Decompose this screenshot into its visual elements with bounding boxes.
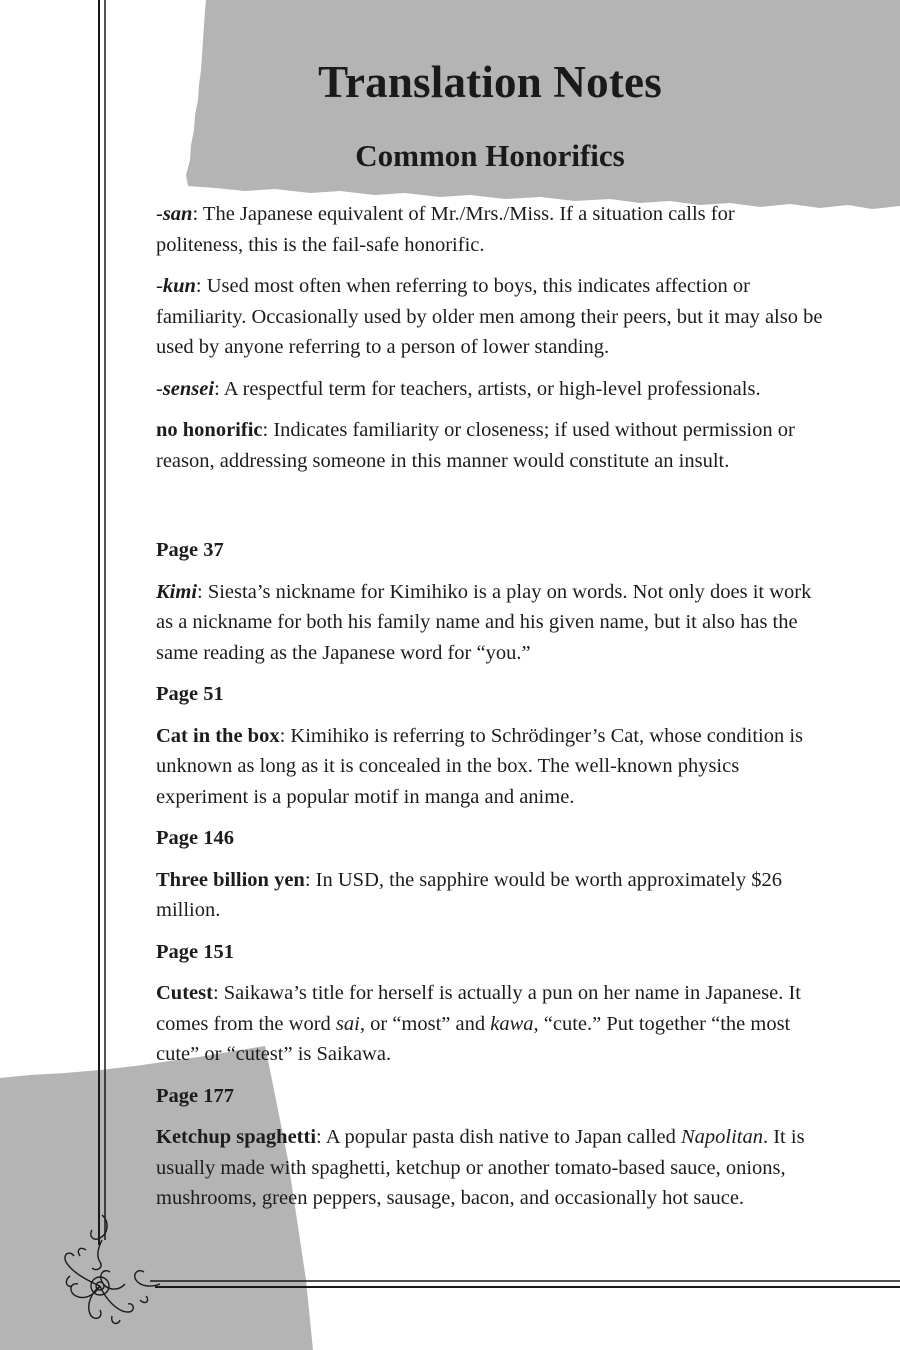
note-entry-cat-in-the-box	[156, 721, 826, 813]
honorific-definition: : The Japanese equivalent of Mr./Mrs./Miss. If a situation calls for politeness, this is the fail-safe honorific.	[156, 203, 735, 256]
note-italic-word: kawa	[490, 1012, 534, 1035]
note-entry-three-billion-yen	[156, 865, 826, 926]
honorific-term: sensei	[162, 377, 215, 400]
honorific-prefix: -	[156, 275, 163, 297]
note-term: Kimi	[156, 580, 198, 603]
note-term: Three billion yen	[156, 868, 305, 891]
note-text: , or “most” and	[359, 1012, 491, 1035]
note-entry-kimi	[156, 577, 826, 669]
honorific-entry-sensei	[156, 374, 826, 405]
section-title-honorifics: Common Honorifics	[355, 138, 625, 173]
honorific-definition: : Used most often when referring to boys, this indicates affection or familiarity. Occasionally used by older men among their peers, but it may also be used by anyone referring to a person of lower standing.	[156, 275, 823, 358]
note-page-heading: Page 177	[156, 1084, 234, 1107]
note-term: Ketchup spaghetti	[156, 1126, 317, 1148]
note-text: : In USD, the sapphire would be worth approximately $26 million.	[156, 868, 782, 921]
note-entry-ketchup-spaghetti	[156, 1122, 826, 1214]
honorific-entry-san	[156, 199, 826, 260]
note-term: Cat in the box	[156, 724, 280, 747]
section-spacer	[156, 487, 826, 535]
note-text: : Kimihiko is referring to Schrödinger’s Cat, whose condition is unknown as long as it is concealed in the box. The well-known physics experiment is a popular motif in manga and anime.	[156, 724, 804, 808]
note-page-heading: Page 151	[156, 940, 234, 963]
note-italic-word: Napolitan	[680, 1126, 763, 1148]
honorific-prefix: -	[156, 203, 163, 225]
notes-body	[156, 199, 826, 1225]
note-term: Cutest	[156, 982, 213, 1004]
note-text: : Saikawa’s title for herself is actually a pun on her name in Japanese. It comes from the word	[156, 982, 801, 1035]
honorific-term: kun	[162, 275, 196, 297]
honorific-prefix: -	[156, 377, 163, 400]
honorific-term: no honorific	[156, 419, 263, 441]
note-text: . It is usually made with spaghetti, ketchup or another tomato-based sauce, onions, mushrooms, green peppers, sausage, bacon, and occasionally hot sauce.	[156, 1126, 805, 1209]
page-title: Translation Notes	[318, 57, 662, 107]
note-page-heading: Page 146	[156, 827, 234, 849]
note-page-heading: Page 37	[156, 539, 224, 561]
honorific-entry-none	[156, 415, 826, 476]
note-text: : A popular pasta dish native to Japan called	[316, 1126, 681, 1148]
note-entry-cutest	[156, 978, 826, 1070]
note-page-heading: Page 51	[156, 683, 224, 705]
honorific-definition: : Indicates familiarity or closeness; if used without permission or reason, addressing someone in this manner would constitute an insult.	[156, 419, 795, 472]
note-text: , “cute.” Put together “the most cute” or “cutest” is Saikawa.	[156, 1012, 791, 1065]
note-italic-word: sai	[335, 1012, 360, 1035]
note-text: : Siesta’s nickname for Kimihiko is a play on words. Not only does it work as a nickname for both his family name and his given name, but it also has the same reading as the Japanese word for “you.”	[156, 580, 812, 664]
honorific-definition: : A respectful term for teachers, artists, or high-level professionals.	[214, 377, 761, 400]
honorific-term: san	[162, 203, 193, 225]
corner-ornament	[65, 1215, 160, 1323]
honorific-entry-kun	[156, 271, 826, 363]
